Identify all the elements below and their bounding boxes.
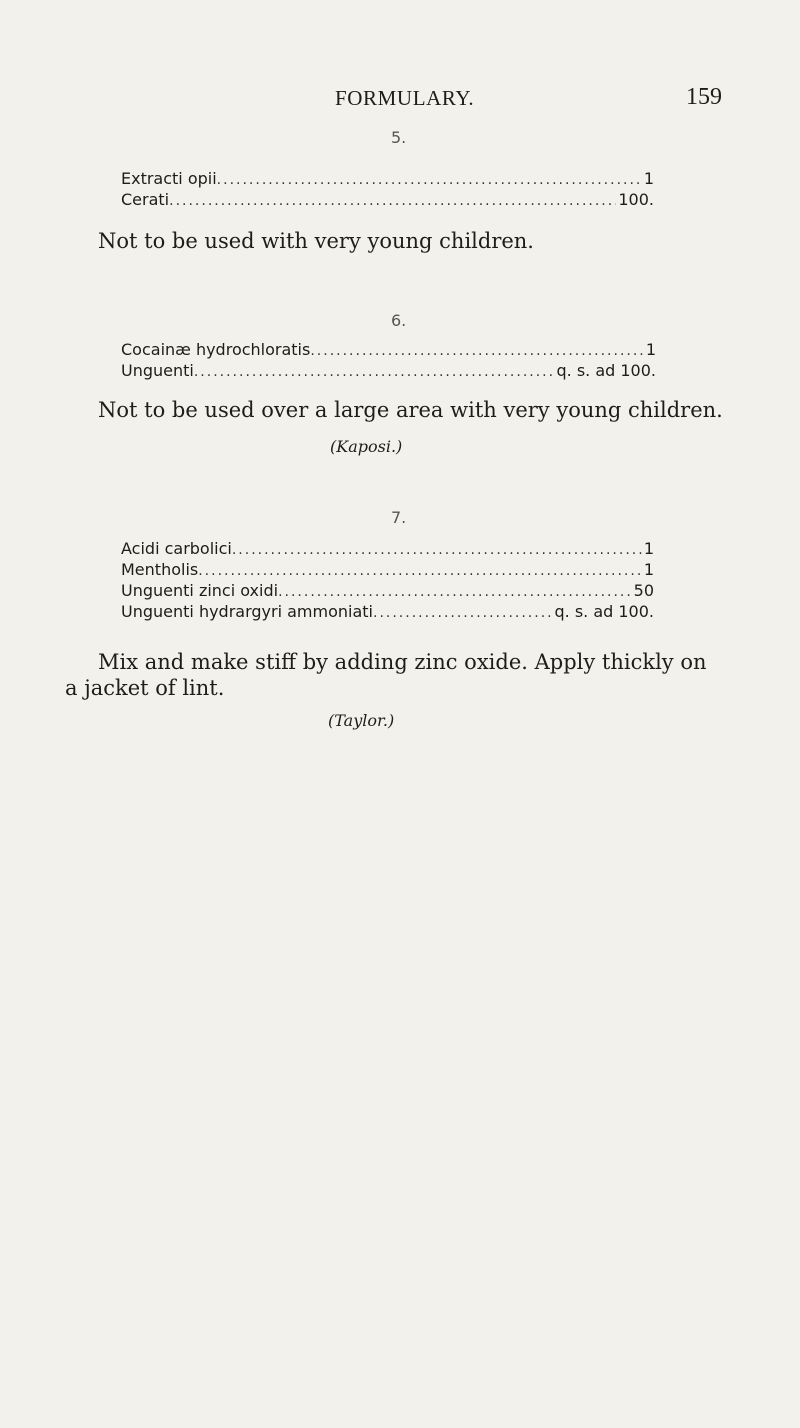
leader-dots — [169, 191, 616, 212]
leader-dots — [217, 170, 642, 191]
page-number: 159 — [686, 84, 722, 110]
ingredient-name: Acidi carbolici — [121, 539, 232, 558]
leader-dots — [194, 362, 555, 383]
ingredient-quantity: 1 — [645, 340, 656, 359]
usage-note: Mix and make stiff by adding zinc oxide. Apply thickly on — [98, 650, 707, 674]
ingredient-name: Cerati — [121, 190, 170, 209]
ingredient-quantity: 100. — [618, 190, 654, 209]
ingredient-name: Unguenti — [121, 361, 194, 380]
usage-note-continued: a jacket of lint. — [65, 676, 225, 700]
ingredient-line — [121, 339, 656, 360]
ingredient-line — [121, 580, 654, 601]
ingredient-name: Extracti opii — [121, 169, 217, 188]
leader-dots — [198, 561, 642, 582]
leader-dots — [310, 341, 643, 362]
ingredient-name: Unguenti zinci oxidi — [121, 581, 279, 600]
ingredient-name: Unguenti hydrargyri ammoniati — [121, 602, 373, 621]
leader-dots — [232, 540, 642, 561]
formula-7-ingredients — [121, 538, 654, 622]
running-head-title: FORMULARY. — [335, 86, 475, 110]
ingredient-name: Cocainæ hydrochloratis — [121, 340, 311, 359]
leader-dots — [373, 603, 552, 624]
formula-number: 7. — [391, 508, 407, 527]
citation: (Taylor.) — [328, 711, 395, 730]
ingredient-line — [121, 538, 654, 559]
ingredient-quantity: 1 — [643, 169, 654, 188]
ingredient-quantity: 50 — [633, 581, 654, 600]
ingredient-quantity: q. s. ad 100. — [556, 361, 656, 380]
usage-note: Not to be used over a large area with very young children. — [98, 398, 723, 422]
ingredient-line — [121, 189, 654, 210]
ingredient-line — [121, 360, 656, 381]
formula-5-ingredients — [121, 168, 654, 210]
ingredient-line — [121, 559, 654, 580]
ingredient-line — [121, 601, 654, 622]
ingredient-quantity: 1 — [643, 539, 654, 558]
formula-number: 5. — [391, 128, 407, 147]
ingredient-quantity: q. s. ad 100. — [554, 602, 654, 621]
ingredient-name: Mentholis — [121, 560, 199, 579]
ingredient-quantity: 1 — [643, 560, 654, 579]
formula-6-ingredients — [121, 339, 656, 381]
usage-note: Not to be used with very young children. — [98, 229, 534, 253]
citation: (Kaposi.) — [330, 437, 403, 456]
leader-dots — [278, 582, 632, 603]
ingredient-line — [121, 168, 654, 189]
formula-number: 6. — [391, 311, 407, 330]
running-head — [0, 86, 800, 116]
